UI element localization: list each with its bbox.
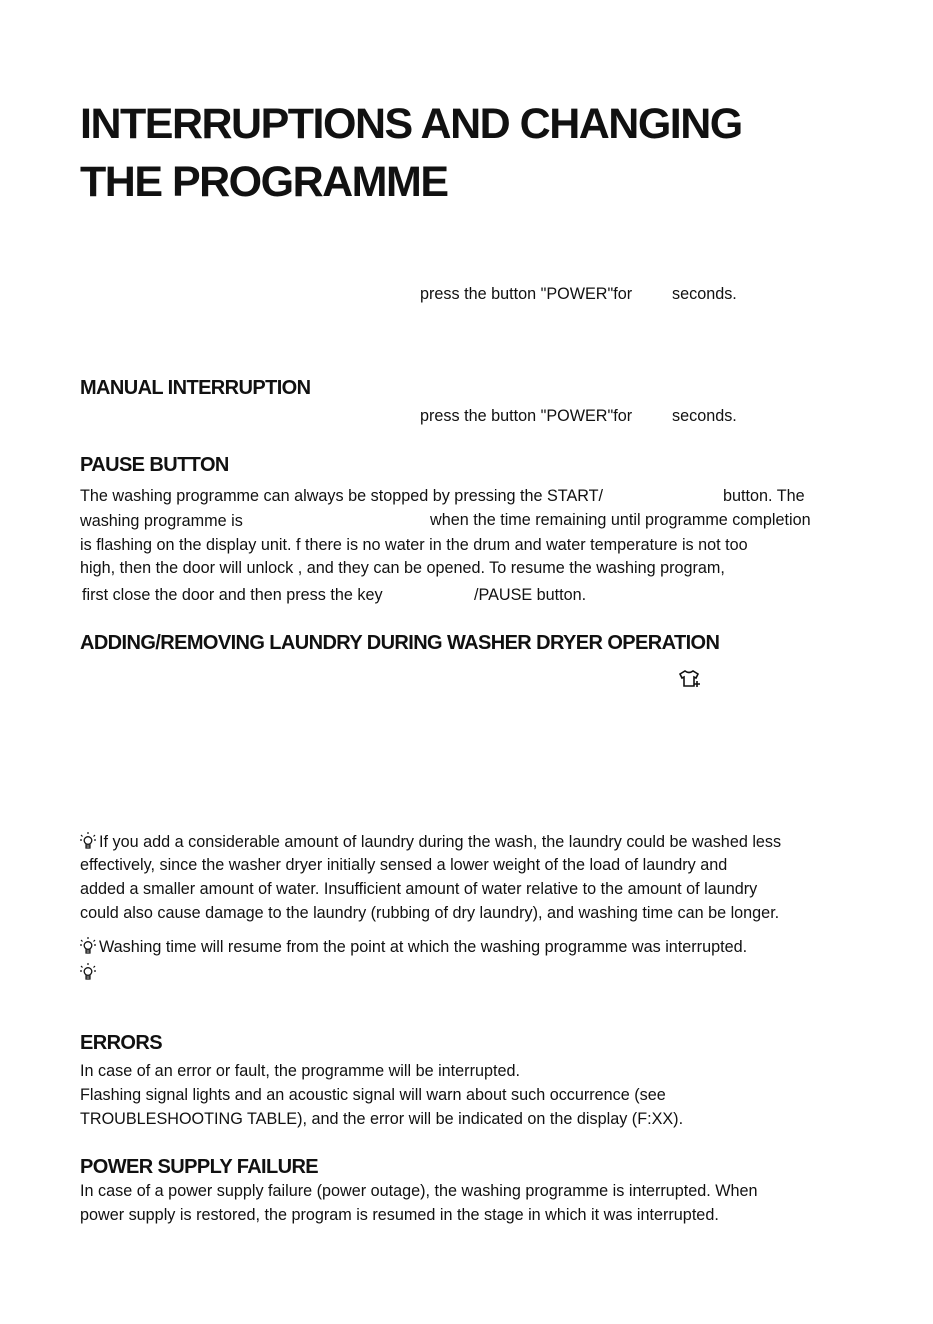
power-failure-line-2: power supply is restored, the program is resumed in the stage in which it was interrupted. (80, 1206, 719, 1224)
adding-removing-heading: ADDING/REMOVING LAUNDRY DURING WASHER DRYER OPERATION (80, 632, 720, 654)
note-line-3: added a smaller amount of water. Insufficient amount of water relative to the amount of laundry (80, 880, 758, 898)
pause-text-line-5b: /PAUSE button. (474, 586, 587, 604)
power-failure-line-1: In case of a power supply failure (power outage), the washing programme is interrupted. When (80, 1182, 758, 1200)
errors-line-1: In case of an error or fault, the programme will be interrupted. (80, 1062, 520, 1080)
pause-text-line-4: high, then the door will unlock , and they can be opened. To resume the washing program, (80, 559, 725, 577)
pause-text-line-5a: first close the door and then press the key (82, 586, 383, 604)
note-line-6 (80, 963, 99, 981)
shirt-plus-icon (677, 670, 701, 692)
manual-interruption-text-end: seconds. (672, 407, 737, 425)
errors-line-2: Flashing signal lights and an acoustic signal will warn about such occurrence (see (80, 1086, 666, 1104)
page-title-line-2: THE PROGRAMME (80, 158, 448, 206)
note-line-2: effectively, since the washer dryer initially sensed a lower weight of the load of laundry and (80, 856, 728, 874)
intro-text: press the button "POWER"for (420, 285, 633, 303)
errors-heading: ERRORS (80, 1032, 162, 1054)
note-line-4: could also cause damage to the laundry (rubbing of dry laundry), and washing time can be longer. (80, 904, 780, 922)
pause-text-line-1b: button. The (723, 487, 805, 505)
manual-interruption-text: press the button "POWER"for (420, 407, 633, 425)
note-text-5: Washing time will resume from the point at which the washing programme was interrupted. (99, 938, 748, 956)
pause-text-line-2b: when the time remaining until programme completion (430, 511, 811, 529)
pause-text-line-2a: washing programme is (80, 512, 243, 530)
pause-button-heading: PAUSE BUTTON (80, 454, 229, 476)
lightbulb-icon (80, 937, 96, 955)
lightbulb-icon (80, 832, 96, 850)
pause-text-line-3: is flashing on the display unit. f there is no water in the drum and water temperature is not too (80, 536, 748, 554)
power-failure-heading: POWER SUPPLY FAILURE (80, 1156, 319, 1178)
note-line-1 (80, 832, 781, 850)
errors-line-3: TROUBLESHOOTING TABLE), and the error will be indicated on the display (F:XX). (80, 1110, 684, 1128)
note-line-5 (80, 937, 747, 955)
page-title-line-1: INTERRUPTIONS AND CHANGING (80, 100, 742, 148)
manual-interruption-heading: MANUAL INTERRUPTION (80, 377, 311, 399)
intro-text-end: seconds. (672, 285, 737, 303)
note-text-1: If you add a considerable amount of laundry during the wash, the laundry could be washed less (99, 833, 782, 851)
lightbulb-icon (80, 963, 96, 981)
pause-text-line-1a: The washing programme can always be stopped by pressing the START/ (80, 487, 604, 505)
